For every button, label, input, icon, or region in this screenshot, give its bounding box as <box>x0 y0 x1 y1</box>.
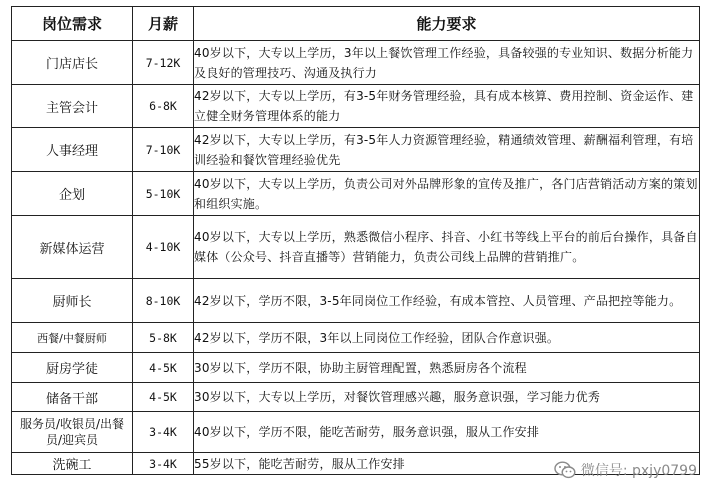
requirements-cell: 40岁以下，大专以上学历，熟悉微信小程序、抖音、小红书等线上平台的前后台操作，具备自媒体（公众号、抖音直播等）营销能力，负责公司线上品牌的营销推广。 <box>194 216 700 279</box>
position-cell: 厨师长 <box>12 279 133 323</box>
table-header-row <box>12 7 700 41</box>
salary-cell: 3-4K <box>133 412 194 453</box>
salary-cell: 7-12K <box>133 41 194 85</box>
salary-cell: 4-5K <box>133 353 194 383</box>
table-row <box>12 412 700 453</box>
wechat-icon <box>554 461 576 479</box>
wechat-watermark <box>554 460 697 480</box>
table-row <box>12 85 700 128</box>
table-row <box>12 216 700 279</box>
salary-cell: 6-8K <box>133 85 194 128</box>
position-cell: 西餐/中餐厨师 <box>12 323 133 353</box>
header-position: 岗位需求 <box>12 7 133 41</box>
salary-cell: 3-4K <box>133 453 194 475</box>
table-row <box>12 279 700 323</box>
requirements-cell: 40岁以下，学历不限，能吃苦耐劳，服务意识强，服从工作安排 <box>194 412 700 453</box>
requirements-cell: 42岁以下，学历不限，3-5年同岗位工作经验，有成本管控、人员管理、产品把控等能力。 <box>194 279 700 323</box>
position-cell: 储备干部 <box>12 383 133 412</box>
salary-cell: 4-5K <box>133 383 194 412</box>
table-row <box>12 41 700 85</box>
salary-cell: 7-10K <box>133 128 194 172</box>
salary-cell: 5-8K <box>133 323 194 353</box>
table-row <box>12 128 700 172</box>
position-cell: 洗碗工 <box>12 453 133 475</box>
requirements-cell: 42岁以下，大专以上学历，有3-5年财务管理经验，具有成本核算、费用控制、资金运作、建立健全财务管理体系的能力 <box>194 85 700 128</box>
position-cell: 企划 <box>12 172 133 216</box>
requirements-cell: 55岁以下，能吃苦耐劳，服从工作安排 <box>194 453 700 475</box>
watermark-text: 微信号: pxjy0799 <box>580 463 697 479</box>
position-cell: 人事经理 <box>12 128 133 172</box>
position-cell: 门店店长 <box>12 41 133 85</box>
table-row <box>12 353 700 383</box>
table-row <box>12 383 700 412</box>
position-cell: 新媒体运营 <box>12 216 133 279</box>
position-cell: 服务员/收银员/出餐员/迎宾员 <box>12 412 133 453</box>
requirements-cell: 42岁以下，大专以上学历，有3-5年人力资源管理经验，精通绩效管理、薪酬福利管理，有培训经验和餐饮管理经验优先 <box>194 128 700 172</box>
salary-cell: 4-10K <box>133 216 194 279</box>
position-cell: 厨房学徒 <box>12 353 133 383</box>
requirements-cell: 42岁以下，学历不限，3年以上同岗位工作经验，团队合作意识强。 <box>194 323 700 353</box>
table-row <box>12 323 700 353</box>
requirements-cell: 30岁以下，大专以上学历，对餐饮管理感兴趣，服务意识强，学习能力优秀 <box>194 383 700 412</box>
job-requirements-table <box>11 6 700 475</box>
requirements-cell: 40岁以下，大专以上学历，负责公司对外品牌形象的宣传及推广，各门店营销活动方案的策划和组织实施。 <box>194 172 700 216</box>
salary-cell: 5-10K <box>133 172 194 216</box>
table-row <box>12 172 700 216</box>
requirements-cell: 40岁以下，大专以上学历，3年以上餐饮管理工作经验，具备较强的专业知识、数据分析能力及良好的管理技巧、沟通及执行力 <box>194 41 700 85</box>
header-requirements: 能力要求 <box>194 7 700 41</box>
salary-cell: 8-10K <box>133 279 194 323</box>
header-salary: 月薪 <box>133 7 194 41</box>
position-cell: 主管会计 <box>12 85 133 128</box>
requirements-cell: 30岁以下，学历不限，协助主厨管理配置，熟悉厨房各个流程 <box>194 353 700 383</box>
